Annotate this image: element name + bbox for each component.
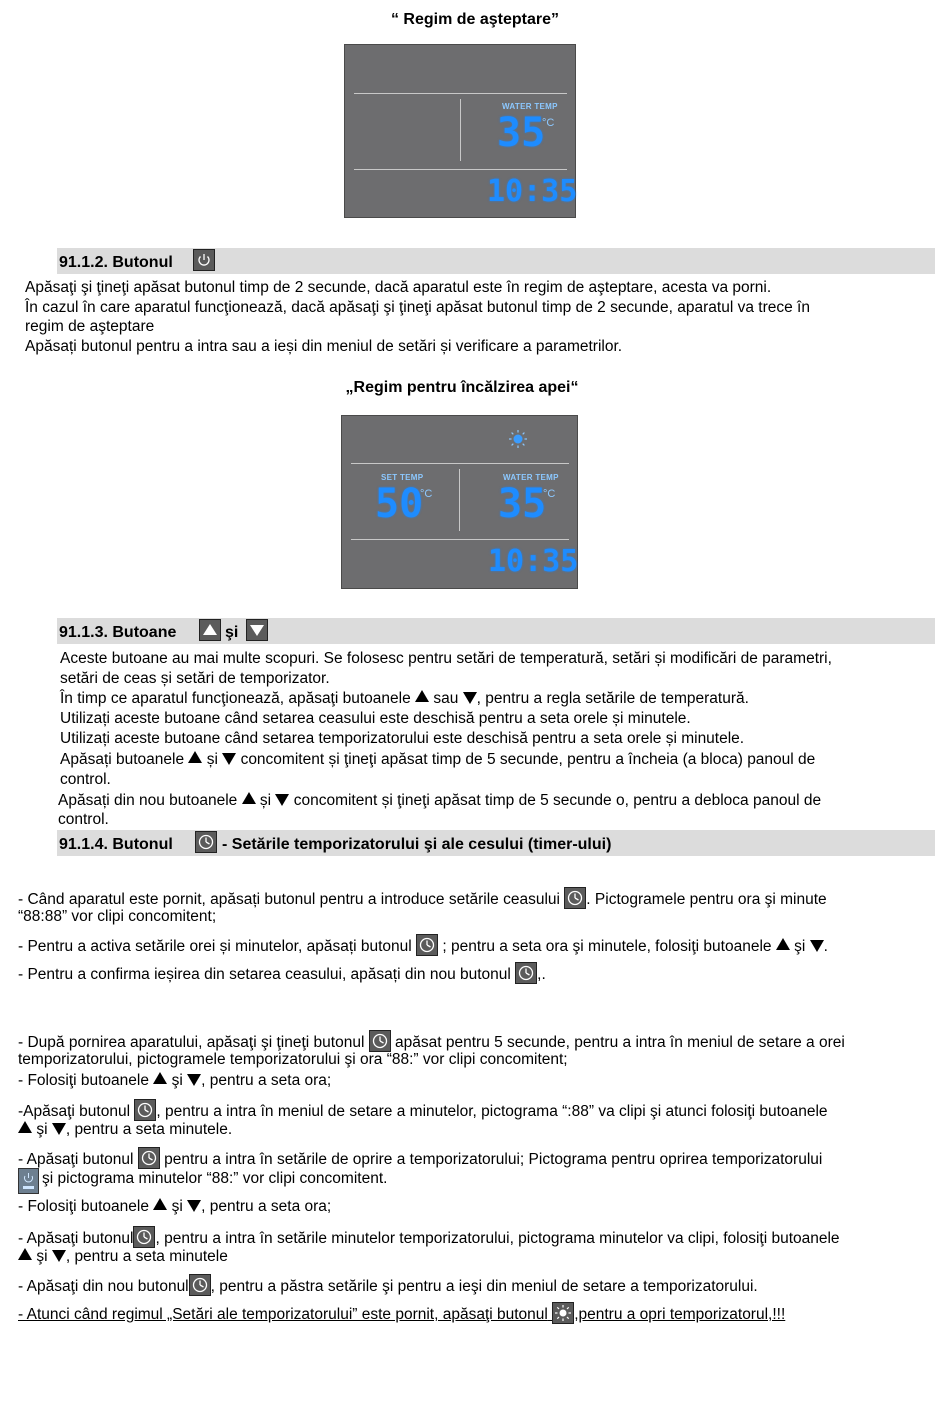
paragraph-line: şi , pentru a seta minutele. — [18, 1121, 232, 1139]
divider — [354, 169, 567, 170]
divider — [351, 463, 569, 464]
down-arrow-icon — [52, 1250, 66, 1262]
paragraph-line: - Folosiţi butoanele şi , pentru a seta ora; — [18, 1072, 332, 1089]
paragraph-line: Apăsați din nou butoanele și concomitent și ţineţi apăsat timp de 5 secunde o, pentru a debloca panoul de — [58, 792, 822, 809]
down-arrow-icon — [187, 1074, 201, 1086]
divider — [351, 539, 569, 540]
paragraph-line: - Pentru a activa setările orei și minutelor, apăsați butonul ; pentru a seta ora şi minutele, folosiţi butoanele şi . — [18, 934, 828, 956]
clock-button-icon — [133, 1226, 155, 1248]
paragraph-line: control. — [60, 771, 111, 788]
paragraph-line: - Când aparatul este pornit, apăsați butonul pentru a introduce setările ceasului . Pictogramele pentru ora şi minute — [18, 887, 827, 909]
heating-display-panel — [341, 415, 578, 589]
down-arrow-icon — [52, 1123, 66, 1135]
paragraph-line: - Apăsaţi butonul , pentru a intra în setările minutelor temporizatorului, pictograma minutelor va clipi, folosiţi butoanele — [18, 1226, 840, 1248]
water-temp-label: WATER TEMP — [502, 102, 558, 111]
paragraph-line: - Apăsaţi din nou butonul , pentru a păstra setările şi pentru a ieşi din meniul de setare a temporizatorului. — [18, 1274, 758, 1296]
divider — [354, 93, 567, 94]
paragraph-line: regim de aşteptare — [25, 318, 155, 335]
standby-title: “ Regim de aşteptare” — [390, 11, 560, 28]
up-arrow-icon — [153, 1072, 167, 1084]
section-header-91-1-2 — [57, 248, 935, 274]
paragraph-line: “88:88” vor clipi concomitent; — [18, 908, 217, 925]
paragraph-line: - Atunci când regimul „Setări ale temporizatorului” este pornit, apăsaţi butonul ,pentru a opri temporizatorul,!!! — [18, 1302, 785, 1324]
up-arrow-icon — [18, 1121, 32, 1133]
sun-icon — [508, 429, 528, 449]
clock-button-icon — [138, 1147, 160, 1169]
down-arrow-icon — [810, 940, 824, 952]
down-arrow-icon — [187, 1200, 201, 1212]
clock-display: 10:35 — [487, 174, 578, 209]
section-header-91-1-4 — [57, 830, 935, 856]
up-button-icon — [199, 619, 221, 641]
up-arrow-icon — [242, 792, 256, 804]
standby-display-panel — [344, 44, 576, 218]
paragraph-line: Apăsați butoanele și concomitent și ţineţi apăsat timp de 5 secunde, pentru a încheia (a bloca) panoul de — [60, 751, 816, 768]
down-arrow-icon — [275, 794, 289, 806]
section-header-91-1-3 — [57, 618, 935, 644]
clock-button-icon — [195, 831, 217, 853]
paragraph-line: setări de ceas și setări de temporizator. — [60, 670, 330, 687]
power-button-icon — [193, 249, 215, 271]
section-title: 91.1.4. Butonul — [59, 836, 173, 853]
up-arrow-icon — [188, 751, 202, 763]
section-title: 91.1.3. Butoane — [59, 624, 177, 641]
paragraph-line: -Apăsaţi butonul , pentru a intra în meniul de setare a minutelor, pictograma “:88” va clipi şi atunci folosiţi butoanele — [18, 1099, 828, 1121]
clock-button-icon — [369, 1030, 391, 1052]
down-arrow-icon — [222, 753, 236, 765]
clock-display: 10:35 — [488, 544, 579, 579]
up-arrow-icon — [153, 1198, 167, 1210]
up-arrow-icon — [415, 690, 429, 702]
unit-label: °C — [420, 488, 433, 500]
paragraph-line: - Apăsaţi butonul pentru a intra în setările de oprire a temporizatorului; Pictograma pentru oprirea temporizatorului — [18, 1147, 822, 1169]
clock-button-icon — [515, 962, 537, 984]
section-subtitle: - Setările temporizatorului şi ale cesului (timer-ului) — [222, 836, 612, 853]
unit-label: °C — [542, 117, 555, 129]
set-temp-label: SET TEMP — [381, 473, 424, 482]
paragraph-line: Utilizați aceste butoane când setarea ceasului este deschisă pentru a seta orele și minutele. — [60, 710, 691, 727]
divider — [460, 99, 461, 161]
clock-button-icon — [189, 1274, 211, 1296]
paragraph-line: - Folosiţi butoanele şi , pentru a seta ora; — [18, 1198, 332, 1215]
water-temp-label: WATER TEMP — [503, 473, 559, 482]
paragraph-line: În timp ce aparatul funcţionează, apăsaţi butoanele sau , pentru a regla setările de temperatură. — [60, 690, 749, 707]
clock-button-icon — [134, 1099, 156, 1121]
section-title: 91.1.2. Butonul — [59, 254, 173, 271]
down-button-icon — [246, 619, 268, 641]
divider — [459, 469, 460, 531]
paragraph-line: Apăsați butonul pentru a intra sau a ieși din meniul de setări și verificare a parametrilor. — [25, 338, 623, 355]
water-temp-value: 35 — [497, 110, 546, 156]
water-temp-value: 35 — [498, 481, 547, 527]
paragraph-line: Apăsaţi şi ţineţi apăsat butonul timp de 2 secunde, dacă aparatul este în regim de aşteptare, acesta va porni. — [25, 279, 772, 296]
paragraph-line: şi , pentru a seta minutele — [18, 1248, 228, 1266]
set-temp-value: 50 — [375, 481, 424, 527]
clock-button-icon — [564, 887, 586, 909]
up-arrow-icon — [776, 938, 790, 950]
paragraph-line: - După pornirea aparatului, apăsaţi şi ţineţi butonul apăsat pentru 5 secunde, pentru a intra în meniul de setare a orei — [18, 1030, 845, 1052]
heating-title: „Regim pentru încălzirea apei“ — [345, 379, 579, 396]
up-arrow-icon — [18, 1248, 32, 1260]
paragraph-line: şi pictograma minutelor “88:” vor clipi concomitent. — [18, 1170, 387, 1188]
paragraph-line: temporizatorului, pictogramele temporizatorului şi ora “88:” vor clipi concomitent; — [18, 1051, 568, 1068]
section-title-and: şi — [225, 624, 239, 641]
paragraph-line: În cazul în care aparatul funcţionează, dacă apăsaţi şi ţineţi apăsat butonul timp de 2 secunde, aparatul va trece în — [25, 299, 810, 316]
unit-label: °C — [543, 488, 556, 500]
paragraph-line: control. — [58, 811, 109, 828]
paragraph-line: Utilizați aceste butoane când setarea temporizatorului este deschisă pentru a seta orele și minutele. — [60, 730, 745, 747]
clock-button-icon — [416, 934, 438, 956]
timer-off-icon — [18, 1168, 39, 1194]
paragraph-line: - Pentru a confirma ieșirea din setarea ceasului, apăsați din nou butonul ,. — [18, 962, 546, 984]
down-arrow-icon — [463, 692, 477, 704]
paragraph-line: Aceste butoane au mai multe scopuri. Se folosesc pentru setări de temperatură, setări și modificări de parametri, — [60, 650, 832, 667]
sun-button-icon — [552, 1302, 574, 1324]
